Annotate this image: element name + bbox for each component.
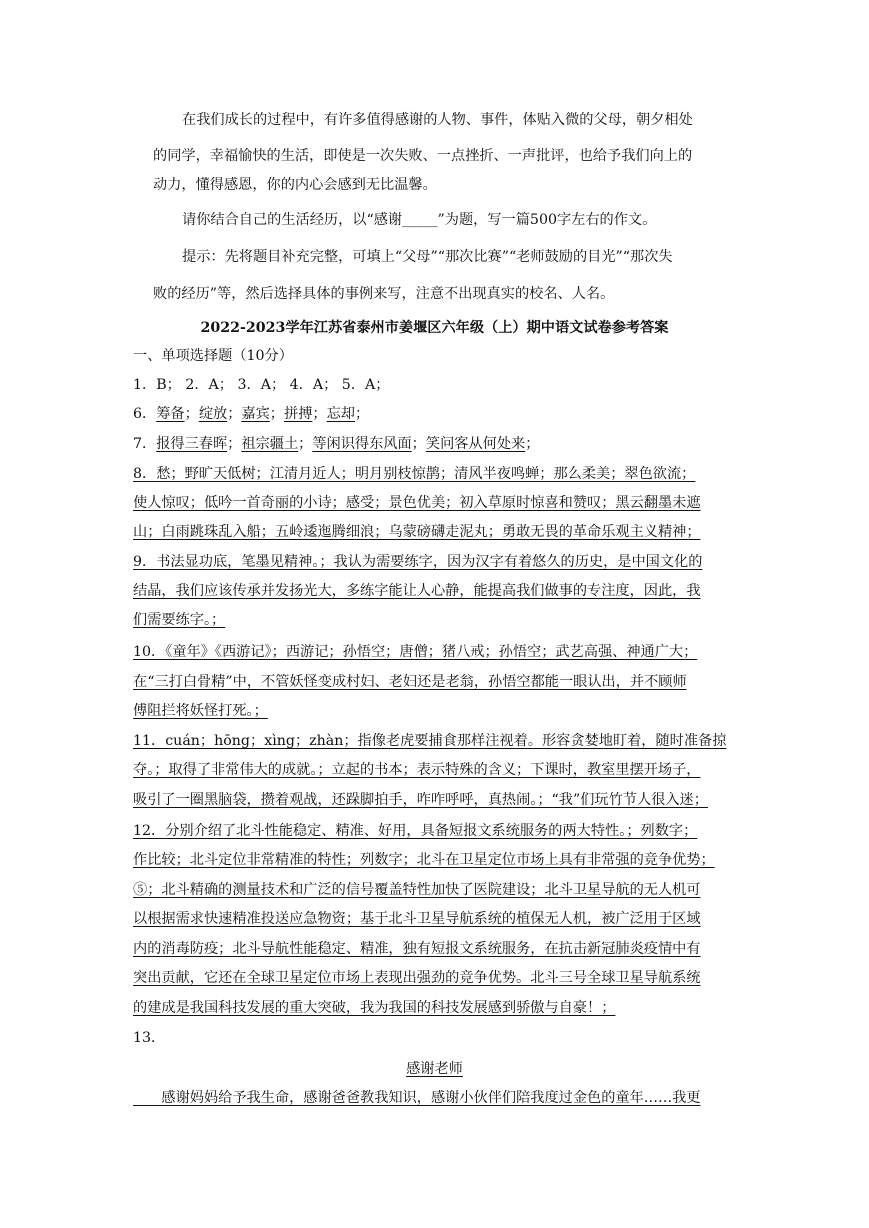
answer-9-line-3: 们需要练字。； — [133, 612, 226, 628]
answer-8-line-2: 使人惊叹；低吟一首奇丽的小诗；感受；景色优美；初入草原时惊喜和赞叹；黑云翻墨未遮 — [133, 495, 701, 511]
answer-9-line-2: 结晶，我们应该传承并发扬光大，多练字能让人心静，能提高我们做事的专注度，因此，我 — [133, 583, 701, 599]
answer-6-item: 嘉宾 — [241, 406, 270, 422]
answer-6: 6．筹备；绽放；嘉宾；拼搏；忘却； — [133, 406, 370, 422]
answer-6-item: 筹备 — [156, 406, 185, 422]
answer-12-line-4: 以根据需求快速精准投送应急物资；基于北斗卫星导航系统的植保无人机，被广泛用于区域 — [133, 911, 701, 927]
answer-10-line-3: 傅阻拦将妖怪打死。； — [133, 703, 268, 719]
answer-7-prefix: 7． — [133, 436, 157, 452]
prompt-hint-line-1: 提示：先将题目补充完整，可填上“父母”“那次比赛”“老师鼓励的目光”“那次失 — [182, 249, 673, 265]
answer-12-line-1: 12．分别介绍了北斗性能稳定、精准、好用，具备短报文系统服务的两大特性。；列数字； — [133, 823, 698, 839]
answer-10-line-2: 在“三打白骨精”中，不管妖怪变成村妇、老妇还是老翁，孙悟空都能一眼认出，并不顾师 — [133, 674, 687, 690]
answer-10-line-1: 10．《童年》《西游记》；西游记；孙悟空；唐僧；猪八戒；孙悟空；武艺高强、神通广大； — [133, 644, 698, 660]
essay-line-1 — [133, 1088, 701, 1108]
answer-6-item: 拼搏 — [284, 406, 313, 422]
essay-title-text: 感谢老师 — [406, 1061, 463, 1077]
section-heading: 一、单项选择题（10分） — [133, 348, 293, 364]
answer-12-line-6: 突出贡献，它还在全球卫星定位市场上表现出强劲的竞争优势。北斗三号全球卫星导航系统 — [133, 970, 701, 986]
answer-8-line-1: 8．愁；野旷天低树；江清月近人；明月别枝惊鹊；清风半夜鸣蝉；那么柔美；翠色欲流； — [133, 466, 696, 482]
answer-key-title: 2022-2023学年江苏省泰州市姜堰区六年级（上）期中语文试卷参考答案 — [200, 320, 669, 336]
prompt-line-2: 的同学，幸福愉快的生活，即使是一次失败、一点挫折、一声批评，也给予我们向上的 — [153, 148, 693, 164]
answer-12-line-2: 作比较；北斗定位非常精准的特性；列数字；北斗在卫星定位市场上具有非常强的竞争优势； — [133, 852, 715, 868]
answer-9-line-1: 9．书法显功底，笔墨见精神。；我认为需要练字，因为汉字有着悠久的历史，是中国文化的 — [133, 554, 703, 570]
prompt-hint-line-2: 败的经历”等，然后选择具体的事例来写，注意不出现真实的校名、人名。 — [153, 286, 615, 302]
answer-7-item: 报得三春晖 — [156, 436, 228, 452]
prompt-line-3: 动力，懂得感恩，你的内心会感到无比温馨。 — [153, 177, 437, 193]
answer-13-label: 13． — [133, 1030, 166, 1046]
essay-title — [0, 1059, 869, 1079]
answer-11-line-1: 11．cuán；hōng；xìng；zhàn；指像老虎要捕食那样注视着。形容贪婪地盯着，随时准备掠 — [133, 733, 727, 749]
answer-6-item: 忘却 — [326, 406, 355, 422]
answer-7-item: 笑问客从何处来 — [425, 436, 526, 452]
answer-12-line-5: 内的消毒防疫；北斗导航性能稳定、精准，独有短报文系统服务，在抗击新冠肺炎疫情中有 — [133, 941, 701, 957]
answer-12-line-7: 的建成是我国科技发展的重大突破，我为我国的科技发展感到骄傲与自豪！； — [133, 1000, 616, 1016]
answer-12-line-3: ⑤；北斗精确的测量技术和广泛的信号覆盖特性加快了医院建设；北斗卫星导航的无人机可 — [133, 882, 701, 898]
answer-1-5: 1．B； 2．A； 3．A； 4．A； 5．A； — [133, 377, 390, 393]
answer-6-prefix: 6． — [133, 406, 157, 422]
prompt-line-1: 在我们成长的过程中，有许多值得感谢的人物、事件，体贴入微的父母，朝夕相处 — [182, 112, 693, 128]
prompt-instruction: 请你结合自己的生活经历，以“感谢_____”为题，写一篇500字左右的作文。 — [182, 212, 657, 228]
answer-7-item: 祖宗疆土 — [241, 436, 299, 452]
answer-7: 7．报得三春晖；祖宗疆土；等闲识得东风面；笑问客从何处来； — [133, 436, 540, 452]
answer-8-line-3: 山；白雨跳珠乱入船；五岭逶迤腾细浪；乌蒙磅礴走泥丸；勇敢无畏的革命乐观主义精神； — [133, 524, 701, 540]
answer-11-line-3: 吸引了一圈黑脑袋，攒着观战，还跺脚拍手，咋咋呼呼，真热闹。；“我”们玩竹节人很入迷； — [133, 792, 708, 808]
essay-line-1-text: 感谢妈妈给予我生命，感谢爸爸教我知识，感谢小伙伴们陪我度过金色的童年……我更 — [161, 1090, 701, 1106]
answer-11-line-2: 夺。；取得了非常伟大的成就。；立起的书本；表示特殊的含义；下课时，教室里摆开场子， — [133, 762, 701, 778]
answer-6-item: 绽放 — [198, 406, 228, 422]
answer-7-item: 等闲识得东风面 — [312, 436, 412, 452]
